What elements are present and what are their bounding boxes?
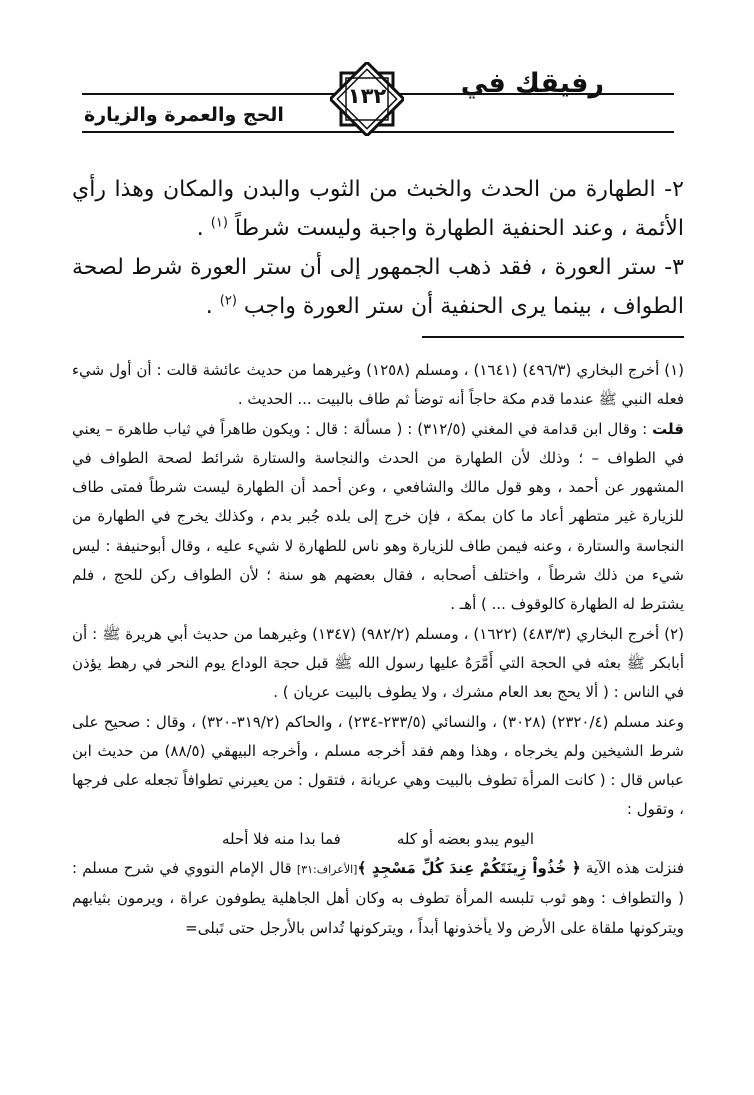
condition-item-3 [72, 248, 684, 326]
verse-right-hemistich: اليوم يبدو بعضه أو كله [396, 829, 535, 848]
footnote-ref-1: (١) [210, 215, 228, 231]
footnote-2: (٢) أخرج البخاري (٤٨٣/٣) (١٦٢٢) ، ومسلم (٩٨٢/٢) (١٣٤٧) وغيرهما من حديث أبي هريرة ﷺ : أن أبابكر ﷺ بعثه في الحجة التي أَمَّرَهُ عليها رسول الله ﷺ قبل حجة الوداع يوم النحر في رهط يؤذن في الناس : ( ألا يحج بعد العام مشرك ، ولا يطوف بالبيت عريان ) . [72, 624, 684, 702]
qult-text: : وقال ابن قدامة في المغني (٣١٢/٥) : ( مسألة : قال : ويكون طاهراً في ثياب طاهرة – يعني في الطواف – ؛ وذلك لأن الطهارة من الحدث والنجاسة والستارة شرائط لصحة الطواف في المشهور عن أحمد ، وهو قول مالك والشافعي ، وعن أحمد أن الطهارة ليست شرطاً فمتى طاف للزيارة غير متطهر أعاد ما كان بمكة ، فإن خرج إلى بلده جُبر بدم ، وكذلك يخرج في الطهارة من النجاسة والستارة ، وعنه فيمن طاف للزيارة وهو ناس للطهارة لا شيء عليه ، وقال أبوحنيفة : ليس شيء من ذلك شرطاً ، واختلف أصحابه ، فقال بعضهم هو سنة ؛ لأن الطواف ركن للحج ، فلم يشترط له الطهارة كالوقوف ... ) أهـ . [72, 419, 684, 614]
poetry-verse [72, 825, 684, 854]
condition-item-2-text: ٢- الطهارة من الحدث والخبث من الثوب والبدن والمكان وهذا رأي الأئمة ، وعند الحنفية الطهارة واجبة وليست شرطاً [72, 177, 684, 241]
end-dot: . [196, 216, 204, 241]
footnote-separator [422, 336, 684, 338]
quran-verse: ﴿ خُذُواْ زِينَتَكُمْ عِندَ كُلِّ مَسْجِدٍ ﴾ [357, 859, 581, 878]
quran-reference: [الأعراف:٣١] [296, 863, 358, 877]
footnote-2-quran [72, 854, 684, 943]
page-number: ١٣٢ [347, 84, 387, 108]
condition-item-2 [72, 170, 684, 248]
footnotes [72, 356, 684, 943]
quran-intro: فنزلت هذه الآية [585, 859, 685, 878]
nawawi-quote: قال الإمام النووي في شرح مسلم : ( والتطواف : وهو ثوب تلبسه المرأة تطوف به وكان أهل الجاهلية يطوفون عراة ، ويرمون بثيابهم ويتركونها ملقاة على الأرض ولا يأخذونها أبداً ، ويتركونها تُداس بالأرجل حتى تَبلى= [72, 859, 684, 937]
book-subtitle: الحج والعمرة والزيارة [84, 104, 284, 126]
footnote-1: (١) أخرج البخاري (٤٩٦/٣) (١٦٤١) ، ومسلم (١٢٥٨) وغيرهما من حديث عائشة قالت : أن أول شيء فعله النبي ﷺ عندما قدم مكة حاجاً أنه توضأ ثم طاف بالبيت ... الحديث . [72, 361, 684, 409]
footnote-2-continued: وعند مسلم (٢٣٢٠/٤) (٣٠٢٨) ، والنسائي (٢٣٣/٥-٢٣٤) ، والحاكم (٣١٩/٢-٣٢٠) ، وقال : صحيح على شرط الشيخين ولم يخرجاه ، وهذا وهم فقد أخرجه مسلم ، وأخرجه البيهقي (٨٨/٥) من حديث ابن عباس قال : ( كانت المرأة تطوف بالبيت وهي عريانة ، فتقول : من يعيرني تطوافاً تجعله على فرجها ، وتقول : [72, 712, 685, 819]
main-text [72, 170, 684, 326]
footnote-comment [72, 415, 684, 620]
verse-left-hemistich: فما بدا منه فلا أحله [221, 829, 341, 848]
footnote-ref-2: (٢) [219, 293, 237, 309]
qult-label: قلت [652, 419, 684, 438]
end-dot: . [205, 294, 213, 319]
condition-item-3-text: ٣- ستر العورة ، فقد ذهب الجمهور إلى أن ستر العورة شرط لصحة الطواف ، بينما يرى الحنفية أن ستر العورة واجب [72, 255, 684, 319]
book-title: رفيقك في [460, 68, 604, 99]
